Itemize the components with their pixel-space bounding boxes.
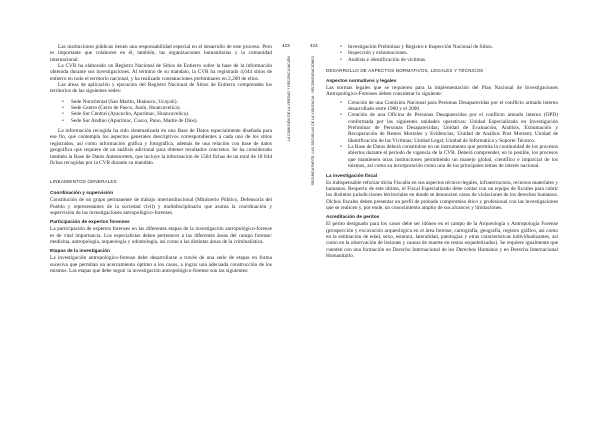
paragraph: Es indispensable reforzar dicha Fiscalía en sus aspectos técnico-legales, infraestructura, recursos materiales y humanos. Respecto de este último, el Fiscal Especializado debe contar con un equipo de fiscales para cubrir los distintos jurisdicciones territoriales en donde se denuncien casos de violaciones de los derechos humanos. Dichos fiscales deben presentar un perfil de probado compromiso ético y profesional con las investigaciones que se realicen y, por ende, un conocimiento amplio de sus alcances y limitaciones. <box>326 179 558 211</box>
subheading: La investigación fiscal <box>326 173 378 179</box>
bullet-icon: • <box>62 111 64 118</box>
list-item: • Sede Centro (Cerro de Pasco, Junín, Huancavelica). <box>62 105 181 112</box>
bullet-icon: • <box>340 112 342 119</box>
list-item: • Sede Sur Andino (Apurímac, Cusco, Puno, Madre de Dios). <box>62 117 198 124</box>
subheading: Participación de expertos forenses <box>50 220 130 226</box>
paragraph: Constitución de un grupo permanente de trabajo interinstitucional (Ministerio Público, Defensoría del Pueblo y representantes de la sociedad civil) y multidisciplinario que asuma la coordinación y supervisión de las investigaciones antropológico-forenses. <box>50 197 272 216</box>
paragraph: La participación de expertos forenses en las diferentes etapas de la investigación antropológico-forense es de vital importancia. Los especialistas deben pertenecer a las diferentes áreas del campo forense: medicina, antropología, arqueología y odontología, así como a las distintas áreas de la criminalística. <box>50 226 272 245</box>
running-head-left: LA COMISIÓN DE LA VERDAD Y RECONCILIACIÓN <box>287 56 291 141</box>
subheading: Coordinación y supervisión <box>50 191 114 197</box>
paragraph: Las áreas de aplicación y ejecución del Registro Nacional de Sitios de Entierro comprenden los territorios de las siguientes sedes: <box>50 82 272 95</box>
paragraph: La información recogida ha sido sistematizada en una Base de Datos especialmente diseñada para ese fin, que contempla los aspectos generales descriptivos correspondientes a cada uno de los sitios registrados, así como información gráfica y fotográfica, además de una relación con base de datos geográfica que requiere de un análisis adicional para obtener resultados concretos. Se ha considerado también la Base de Datos Antemortem, que incluye la información de 1504 fichas de un total de 18 844 fichas recogidas por la CVR durante su mandato. <box>50 128 272 166</box>
paragraph: Las normas legales que se requieren para la implementación del Plan Nacional de Investigaciones Antropológico-Forenses deben considerar lo siguiente: <box>326 85 558 98</box>
subheading: Acreditación de peritos <box>326 215 380 221</box>
list-item: • Creación de una Comisión Nacional para Personas Desaparecidas por el conflicto armado interno desarrollado entre 1980 y el 2000. <box>340 99 558 113</box>
bullet-icon: • <box>340 56 342 63</box>
subheading: Aspectos normativos y legales <box>326 79 397 85</box>
paragraph: Las instituciones públicas tienen una responsabilidad especial en el desarrollo de este proceso. Pero es importante que colaboren en él, también, las organizaciones humanitarias y la comunidad internacional. <box>50 44 272 63</box>
stages-list <box>326 44 558 63</box>
right-page <box>326 44 558 259</box>
paragraph: El perito designado para los casos debe ser idóneo en el campo de la Arqueología y Antropología Forense (prospección y excavación arqueológica en el área forense, cartografía, geografía, registro gráfico, así como en la estimación de edad, sexo, estatura, lateralidad, patologías y otras características individualizantes, así como en la observación de lesiones y causas de muerte en restos esqueletizados). Se requiere igualmente que cuenten con una formación en Derecho Internacional de los Derechos Humanos y en Derecho Internacional Humanitario. <box>326 221 558 259</box>
running-head-right: SEGUNDA PARTE: LAS SECUELAS DE LA VIOLENCIA · RECOMENDACIONES <box>311 56 315 186</box>
bullet-icon: • <box>340 144 342 151</box>
sites-list <box>50 99 272 124</box>
list-item: • Análisis e identificación de víctimas. <box>340 56 427 63</box>
left-page <box>50 44 272 274</box>
section-heading: LINEAMIENTOS GENERALES <box>50 179 117 185</box>
page-number-right: 424 <box>310 43 318 48</box>
subheading: Etapas de la investigación <box>50 249 110 255</box>
bullet-icon: • <box>340 44 342 50</box>
bullet-icon: • <box>340 50 342 57</box>
bullet-icon: • <box>62 105 64 112</box>
list-item: • Creación de una Oficina de Personas Desaparecidas por el conflicto armado interno (OPD) conformada por las siguientes unidades operativas: Unidad Especializada en Investigación Preliminar de Personas Desaparecidas; Unidad de Evaluación, Análisis, Exhumación y Recuperación de Restos Mortales y Evidencias; Unidad de Análisis Post Mortem; Unidad de Identificación de las Víctimas; Unidad Legal; Unidad de Informática y Soporte Técnico. <box>340 112 558 144</box>
page-number-left: 423 <box>282 43 290 48</box>
list-item: • Inspección y exhumaciones. <box>340 50 408 57</box>
list-item: • Sede Nororiental (San Martín, Huánuco, Ucayali). <box>62 98 178 105</box>
bullet-icon: • <box>62 117 64 124</box>
bullet-icon: • <box>62 98 64 105</box>
norms-list <box>326 100 558 170</box>
list-item: • Investigación Preliminar y Registro e Inspección Nacional de Sitios. <box>340 44 493 50</box>
paragraph: La investigación antropológico-forense debe desarrollarse a través de una serie de etapas en forma sucesiva que permitan un acercamiento óptimo a los casos, a lograr una adecuada construcción de los mismos. Las etapas que debe seguir la investigación antropológico-forense son las siguientes: <box>50 255 272 274</box>
paragraph: La CVR ha elaborado un Registro Nacional de Sitios de Entierro sobre la base de la información obtenida durante sus investigaciones. Al término de su mandato, la CVR ha registrado 4,644 sitios de entierro en todo el territorio nacional, y ha realizado constataciones preliminares en 2,200 de ellos. <box>50 63 272 82</box>
list-item: • Sede Sur Central (Ayacucho, Apurímac, Huancavelica). <box>62 111 190 118</box>
list-item: • La Base de Datos deberá constituirse en un instrumento que permita la continuidad de los procesos abiertos durante el período de vigencia de la CVR. Deberá comprender, en lo posible, los procesos que mantienen otras instituciones permitiendo un manejo global, científico e imparcial de los mismos, así como su incorporación como uno de los principales temas de interés nacional. <box>340 144 558 170</box>
bullet-icon: • <box>340 99 342 106</box>
section-heading: DESARROLLO DE ASPECTOS NORMATIVOS, LEGALES Y TÉCNICOS <box>326 68 484 74</box>
